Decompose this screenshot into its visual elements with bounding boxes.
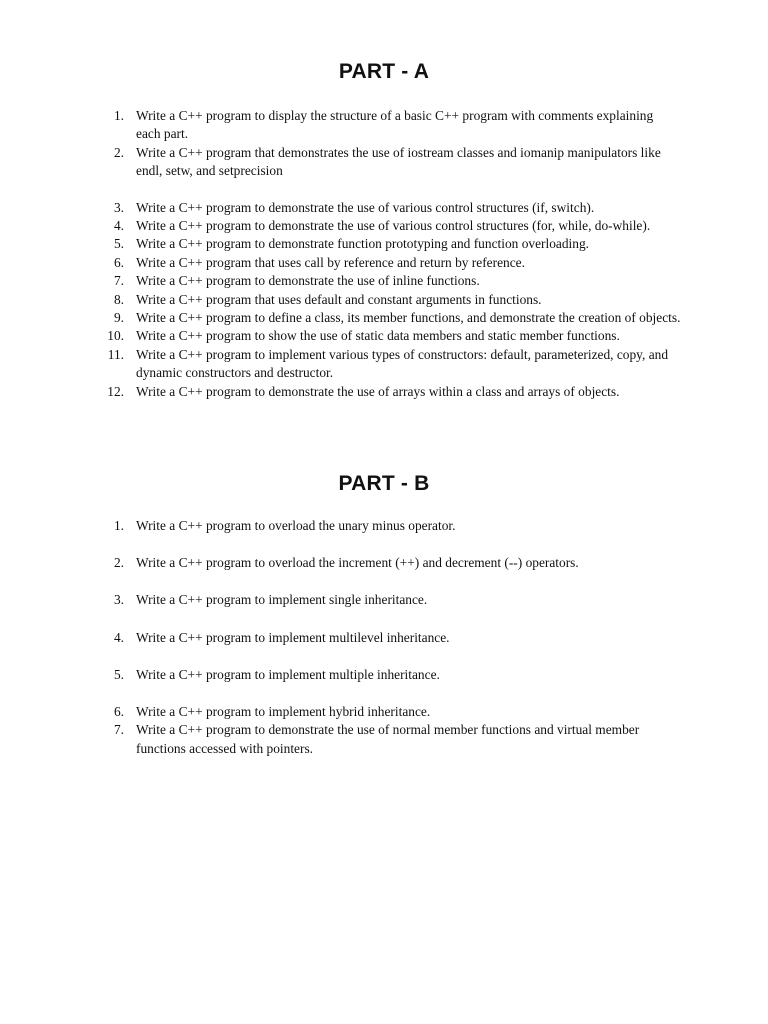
list-item — [0, 517, 681, 535]
list-item — [0, 309, 681, 327]
question-number: 2. — [113, 144, 124, 160]
question-number: 10. — [107, 328, 124, 344]
question-text: Write a C++ program to implement multilevel inheritance. — [136, 629, 450, 645]
question-text: Write a C++ program that uses call by reference and return by reference. — [136, 254, 525, 270]
question-text: Write a C++ program to implement single inheritance. — [136, 592, 428, 608]
list-item — [0, 346, 681, 383]
question-text: Write a C++ program to overload the unary minus operator. — [136, 518, 456, 533]
question-number: 5. — [113, 236, 124, 252]
question-text: Write a C++ program to demonstrate function prototyping and function overloading. — [136, 236, 589, 252]
question-text: Write a C++ program to display the structure of a basic C++ program with comments explaining each part. — [136, 108, 654, 142]
list-item — [0, 107, 681, 144]
part-b-question-list — [0, 517, 768, 758]
question-text: Write a C++ program that demonstrates the use of iostream classes and iomanip manipulators like endl, setw, and setprecision — [136, 144, 661, 179]
list-item — [0, 199, 681, 217]
question-text: Write a C++ program to demonstrate the use of inline functions. — [136, 273, 480, 289]
question-text: Write a C++ program to implement multiple inheritance. — [136, 666, 440, 682]
list-item — [0, 721, 681, 758]
list-item — [0, 254, 681, 272]
question-text: Write a C++ program to overload the increment (++) and decrement (--) operators. — [136, 555, 579, 571]
part-a-heading: PART - A — [338, 60, 430, 83]
question-text: Write a C++ program to show the use of static data members and static member functions. — [136, 328, 620, 344]
list-item — [0, 666, 681, 684]
question-number: 7. — [113, 722, 124, 738]
question-text: Write a C++ program to demonstrate the use of various control structures (if, switch). — [136, 199, 595, 215]
question-number: 4. — [113, 629, 124, 645]
question-number: 5. — [113, 666, 124, 682]
question-number: 6. — [113, 704, 124, 720]
list-item — [0, 144, 681, 181]
list-item — [0, 217, 681, 235]
question-number: 3. — [113, 592, 124, 608]
list-item — [0, 554, 681, 572]
question-number: 3. — [113, 199, 124, 215]
part-a-question-list — [0, 107, 768, 401]
list-item — [0, 235, 681, 253]
list-item — [0, 703, 681, 721]
question-number: 1. — [113, 518, 124, 533]
list-item — [0, 291, 681, 309]
question-number: 9. — [113, 310, 124, 326]
question-text: Write a C++ program to demonstrate the use of various control structures (for, while, do-while). — [136, 218, 651, 234]
question-number: 6. — [113, 254, 124, 270]
question-text: Write a C++ program to implement hybrid inheritance. — [136, 704, 431, 720]
question-text: Write a C++ program to define a class, its member functions, and demonstrate the creation of objects. — [136, 310, 681, 326]
question-text: Write a C++ program to demonstrate the use of normal member functions and virtual member functions accessed with pointers. — [136, 722, 640, 756]
question-text: Write a C++ program to demonstrate the use of arrays within a class and arrays of objects. — [136, 383, 620, 399]
list-item — [0, 629, 681, 647]
question-number: 4. — [113, 218, 124, 234]
question-text: Write a C++ program to implement various types of constructors: default, parameterized, copy, and dynamic constructors and destructor. — [136, 346, 669, 381]
question-number: 11. — [107, 346, 124, 362]
list-item — [0, 327, 681, 345]
list-item — [0, 383, 681, 401]
list-item — [0, 591, 681, 609]
question-number: 8. — [113, 291, 124, 307]
question-number: 1. — [113, 108, 124, 123]
list-item — [0, 272, 681, 290]
question-number: 12. — [107, 383, 124, 399]
question-text: Write a C++ program that uses default and constant arguments in functions. — [136, 291, 542, 307]
question-number: 7. — [113, 273, 124, 289]
question-number: 2. — [113, 555, 124, 571]
part-b-heading: PART - B — [338, 472, 430, 495]
